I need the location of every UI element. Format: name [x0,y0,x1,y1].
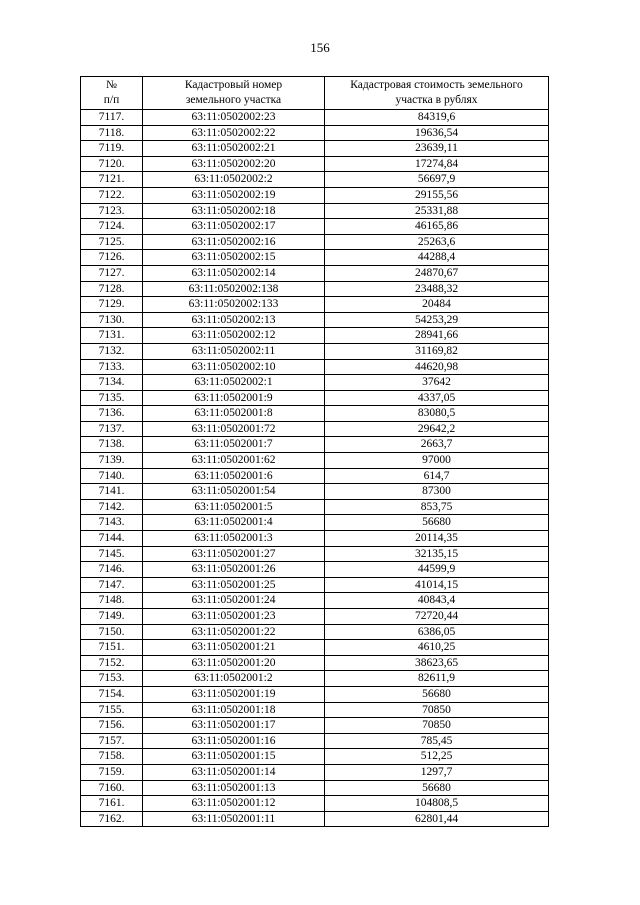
cadastral-number: 63:11:0502001:17 [143,718,325,734]
row-number: 7155. [81,702,143,718]
table-row [81,375,549,391]
table-row [81,796,549,812]
table-row [81,609,549,625]
cadastral-number: 63:11:0502001:62 [143,453,325,469]
table-row [81,593,549,609]
table-row [81,125,549,141]
row-number: 7146. [81,562,143,578]
table-row [81,780,549,796]
cadastral-value: 70850 [325,702,549,718]
cadastral-value: 785,45 [325,733,549,749]
row-number: 7133. [81,359,143,375]
row-number: 7151. [81,640,143,656]
cadastral-number: 63:11:0502001:23 [143,609,325,625]
table-row [81,110,549,126]
table-row [81,764,549,780]
row-number: 7162. [81,811,143,827]
row-number: 7153. [81,671,143,687]
cadastral-value: 28941,66 [325,328,549,344]
cadastral-value: 29642,2 [325,421,549,437]
table-row [81,531,549,547]
cadastral-number: 63:11:0502002:13 [143,312,325,328]
cadastral-number: 63:11:0502001:15 [143,749,325,765]
table-row [81,515,549,531]
table-row [81,343,549,359]
table-row [81,141,549,157]
table-row [81,421,549,437]
row-number: 7127. [81,265,143,281]
table-row [81,640,549,656]
table-row [81,686,549,702]
column-header-cadastral-number: Кадастровый номер земельного участка [143,77,325,110]
row-number: 7121. [81,172,143,188]
cadastral-value: 44288,4 [325,250,549,266]
cadastral-value: 72720,44 [325,609,549,625]
row-number: 7124. [81,219,143,235]
table-row [81,749,549,765]
row-number: 7160. [81,780,143,796]
cadastral-value: 20484 [325,297,549,313]
table-row [81,453,549,469]
cadastral-number: 63:11:0502002:18 [143,203,325,219]
table-row [81,733,549,749]
cadastral-number: 63:11:0502001:12 [143,796,325,812]
cadastral-value: 4610,25 [325,640,549,656]
table-row [81,312,549,328]
cadastral-number: 63:11:0502001:2 [143,671,325,687]
cadastral-number: 63:11:0502002:1 [143,375,325,391]
table-row [81,172,549,188]
cadastral-value: 83080,5 [325,406,549,422]
cadastral-number: 63:11:0502002:10 [143,359,325,375]
table-row [81,234,549,250]
cadastral-value: 62801,44 [325,811,549,827]
cadastral-number: 63:11:0502002:16 [143,234,325,250]
cadastral-number: 63:11:0502001:21 [143,640,325,656]
row-number: 7147. [81,577,143,593]
cadastral-value: 614,7 [325,468,549,484]
table-row [81,281,549,297]
cadastral-number: 63:11:0502001:7 [143,437,325,453]
cadastral-number: 63:11:0502001:14 [143,764,325,780]
cadastral-value: 56697,9 [325,172,549,188]
table-row [81,265,549,281]
cadastral-value: 31169,82 [325,343,549,359]
cadastral-value-table [80,76,549,827]
table-row [81,359,549,375]
row-number: 7149. [81,609,143,625]
row-number: 7118. [81,125,143,141]
row-number: 7139. [81,453,143,469]
cadastral-number: 63:11:0502001:9 [143,390,325,406]
cadastral-number: 63:11:0502001:20 [143,655,325,671]
table-row [81,187,549,203]
row-number: 7138. [81,437,143,453]
cadastral-value: 20114,35 [325,531,549,547]
row-number: 7143. [81,515,143,531]
cadastral-value: 56680 [325,686,549,702]
row-number: 7156. [81,718,143,734]
table-row [81,406,549,422]
cadastral-number: 63:11:0502001:16 [143,733,325,749]
cadastral-number: 63:11:0502002:20 [143,156,325,172]
row-number: 7159. [81,764,143,780]
cadastral-number: 63:11:0502001:25 [143,577,325,593]
row-number: 7122. [81,187,143,203]
row-number: 7141. [81,484,143,500]
cadastral-value: 29155,56 [325,187,549,203]
cadastral-value: 24870,67 [325,265,549,281]
cadastral-number: 63:11:0502001:72 [143,421,325,437]
row-number: 7142. [81,499,143,515]
cadastral-value: 84319,6 [325,110,549,126]
table-row [81,250,549,266]
row-number: 7120. [81,156,143,172]
row-number: 7136. [81,406,143,422]
cadastral-number: 63:11:0502002:133 [143,297,325,313]
cadastral-number: 63:11:0502001:8 [143,406,325,422]
cadastral-number: 63:11:0502002:11 [143,343,325,359]
cadastral-value: 32135,15 [325,546,549,562]
table-row [81,811,549,827]
cadastral-value: 4337,05 [325,390,549,406]
cadastral-value: 37642 [325,375,549,391]
row-number: 7161. [81,796,143,812]
table-row [81,655,549,671]
table-row [81,297,549,313]
row-number: 7129. [81,297,143,313]
cadastral-value: 38623,65 [325,655,549,671]
table-row [81,671,549,687]
table-row [81,702,549,718]
cadastral-value: 23488,32 [325,281,549,297]
table-row [81,546,549,562]
cadastral-value: 1297,7 [325,764,549,780]
table-header-row [81,77,549,110]
cadastral-number: 63:11:0502001:26 [143,562,325,578]
table-row [81,484,549,500]
cadastral-number: 63:11:0502002:14 [143,265,325,281]
row-number: 7119. [81,141,143,157]
cadastral-number: 63:11:0502002:17 [143,219,325,235]
table-row [81,437,549,453]
row-number: 7140. [81,468,143,484]
cadastral-number: 63:11:0502001:3 [143,531,325,547]
row-number: 7135. [81,390,143,406]
cadastral-number: 63:11:0502002:12 [143,328,325,344]
cadastral-number: 63:11:0502001:13 [143,780,325,796]
cadastral-number: 63:11:0502002:22 [143,125,325,141]
row-number: 7154. [81,686,143,702]
cadastral-number: 63:11:0502001:54 [143,484,325,500]
cadastral-value: 44599,9 [325,562,549,578]
table-row [81,624,549,640]
table-row [81,203,549,219]
row-number: 7150. [81,624,143,640]
cadastral-value: 2663,7 [325,437,549,453]
cadastral-value: 56680 [325,515,549,531]
cadastral-value: 97000 [325,453,549,469]
cadastral-value: 41014,15 [325,577,549,593]
cadastral-number: 63:11:0502001:22 [143,624,325,640]
row-number: 7158. [81,749,143,765]
cadastral-number: 63:11:0502001:27 [143,546,325,562]
column-header-number: № п/п [81,77,143,110]
cadastral-value: 17274,84 [325,156,549,172]
cadastral-value: 40843,4 [325,593,549,609]
cadastral-number: 63:11:0502002:21 [143,141,325,157]
cadastral-value: 104808,5 [325,796,549,812]
cadastral-value: 56680 [325,780,549,796]
cadastral-number: 63:11:0502001:6 [143,468,325,484]
cadastral-value: 25263,6 [325,234,549,250]
cadastral-value: 19636,54 [325,125,549,141]
row-number: 7132. [81,343,143,359]
table-row [81,219,549,235]
cadastral-value: 54253,29 [325,312,549,328]
table-row [81,156,549,172]
cadastral-value: 23639,11 [325,141,549,157]
table-row [81,390,549,406]
cadastral-number: 63:11:0502001:18 [143,702,325,718]
table-row [81,718,549,734]
page-number: 156 [310,40,330,55]
cadastral-number: 63:11:0502002:23 [143,110,325,126]
row-number: 7117. [81,110,143,126]
row-number: 7134. [81,375,143,391]
cadastral-value: 87300 [325,484,549,500]
cadastral-number: 63:11:0502001:5 [143,499,325,515]
row-number: 7125. [81,234,143,250]
cadastral-value: 44620,98 [325,359,549,375]
row-number: 7131. [81,328,143,344]
table-row [81,328,549,344]
row-number: 7148. [81,593,143,609]
cadastral-number: 63:11:0502002:19 [143,187,325,203]
cadastral-number: 63:11:0502001:11 [143,811,325,827]
row-number: 7126. [81,250,143,266]
cadastral-number: 63:11:0502001:4 [143,515,325,531]
row-number: 7128. [81,281,143,297]
table-body [81,110,549,827]
cadastral-value: 512,25 [325,749,549,765]
table-row [81,577,549,593]
column-header-cadastral-value: Кадастровая стоимость земельного участка в рублях [325,77,549,110]
cadastral-number: 63:11:0502002:138 [143,281,325,297]
row-number: 7145. [81,546,143,562]
row-number: 7130. [81,312,143,328]
cadastral-value: 46165,86 [325,219,549,235]
cadastral-number: 63:11:0502002:15 [143,250,325,266]
cadastral-number: 63:11:0502001:19 [143,686,325,702]
cadastral-value: 70850 [325,718,549,734]
row-number: 7144. [81,531,143,547]
cadastral-value: 82611,9 [325,671,549,687]
table-row [81,468,549,484]
row-number: 7157. [81,733,143,749]
cadastral-value: 853,75 [325,499,549,515]
cadastral-number: 63:11:0502002:2 [143,172,325,188]
table-row [81,562,549,578]
row-number: 7123. [81,203,143,219]
table-row [81,499,549,515]
row-number: 7137. [81,421,143,437]
cadastral-value: 25331,88 [325,203,549,219]
cadastral-number: 63:11:0502001:24 [143,593,325,609]
row-number: 7152. [81,655,143,671]
cadastral-value: 6386,05 [325,624,549,640]
